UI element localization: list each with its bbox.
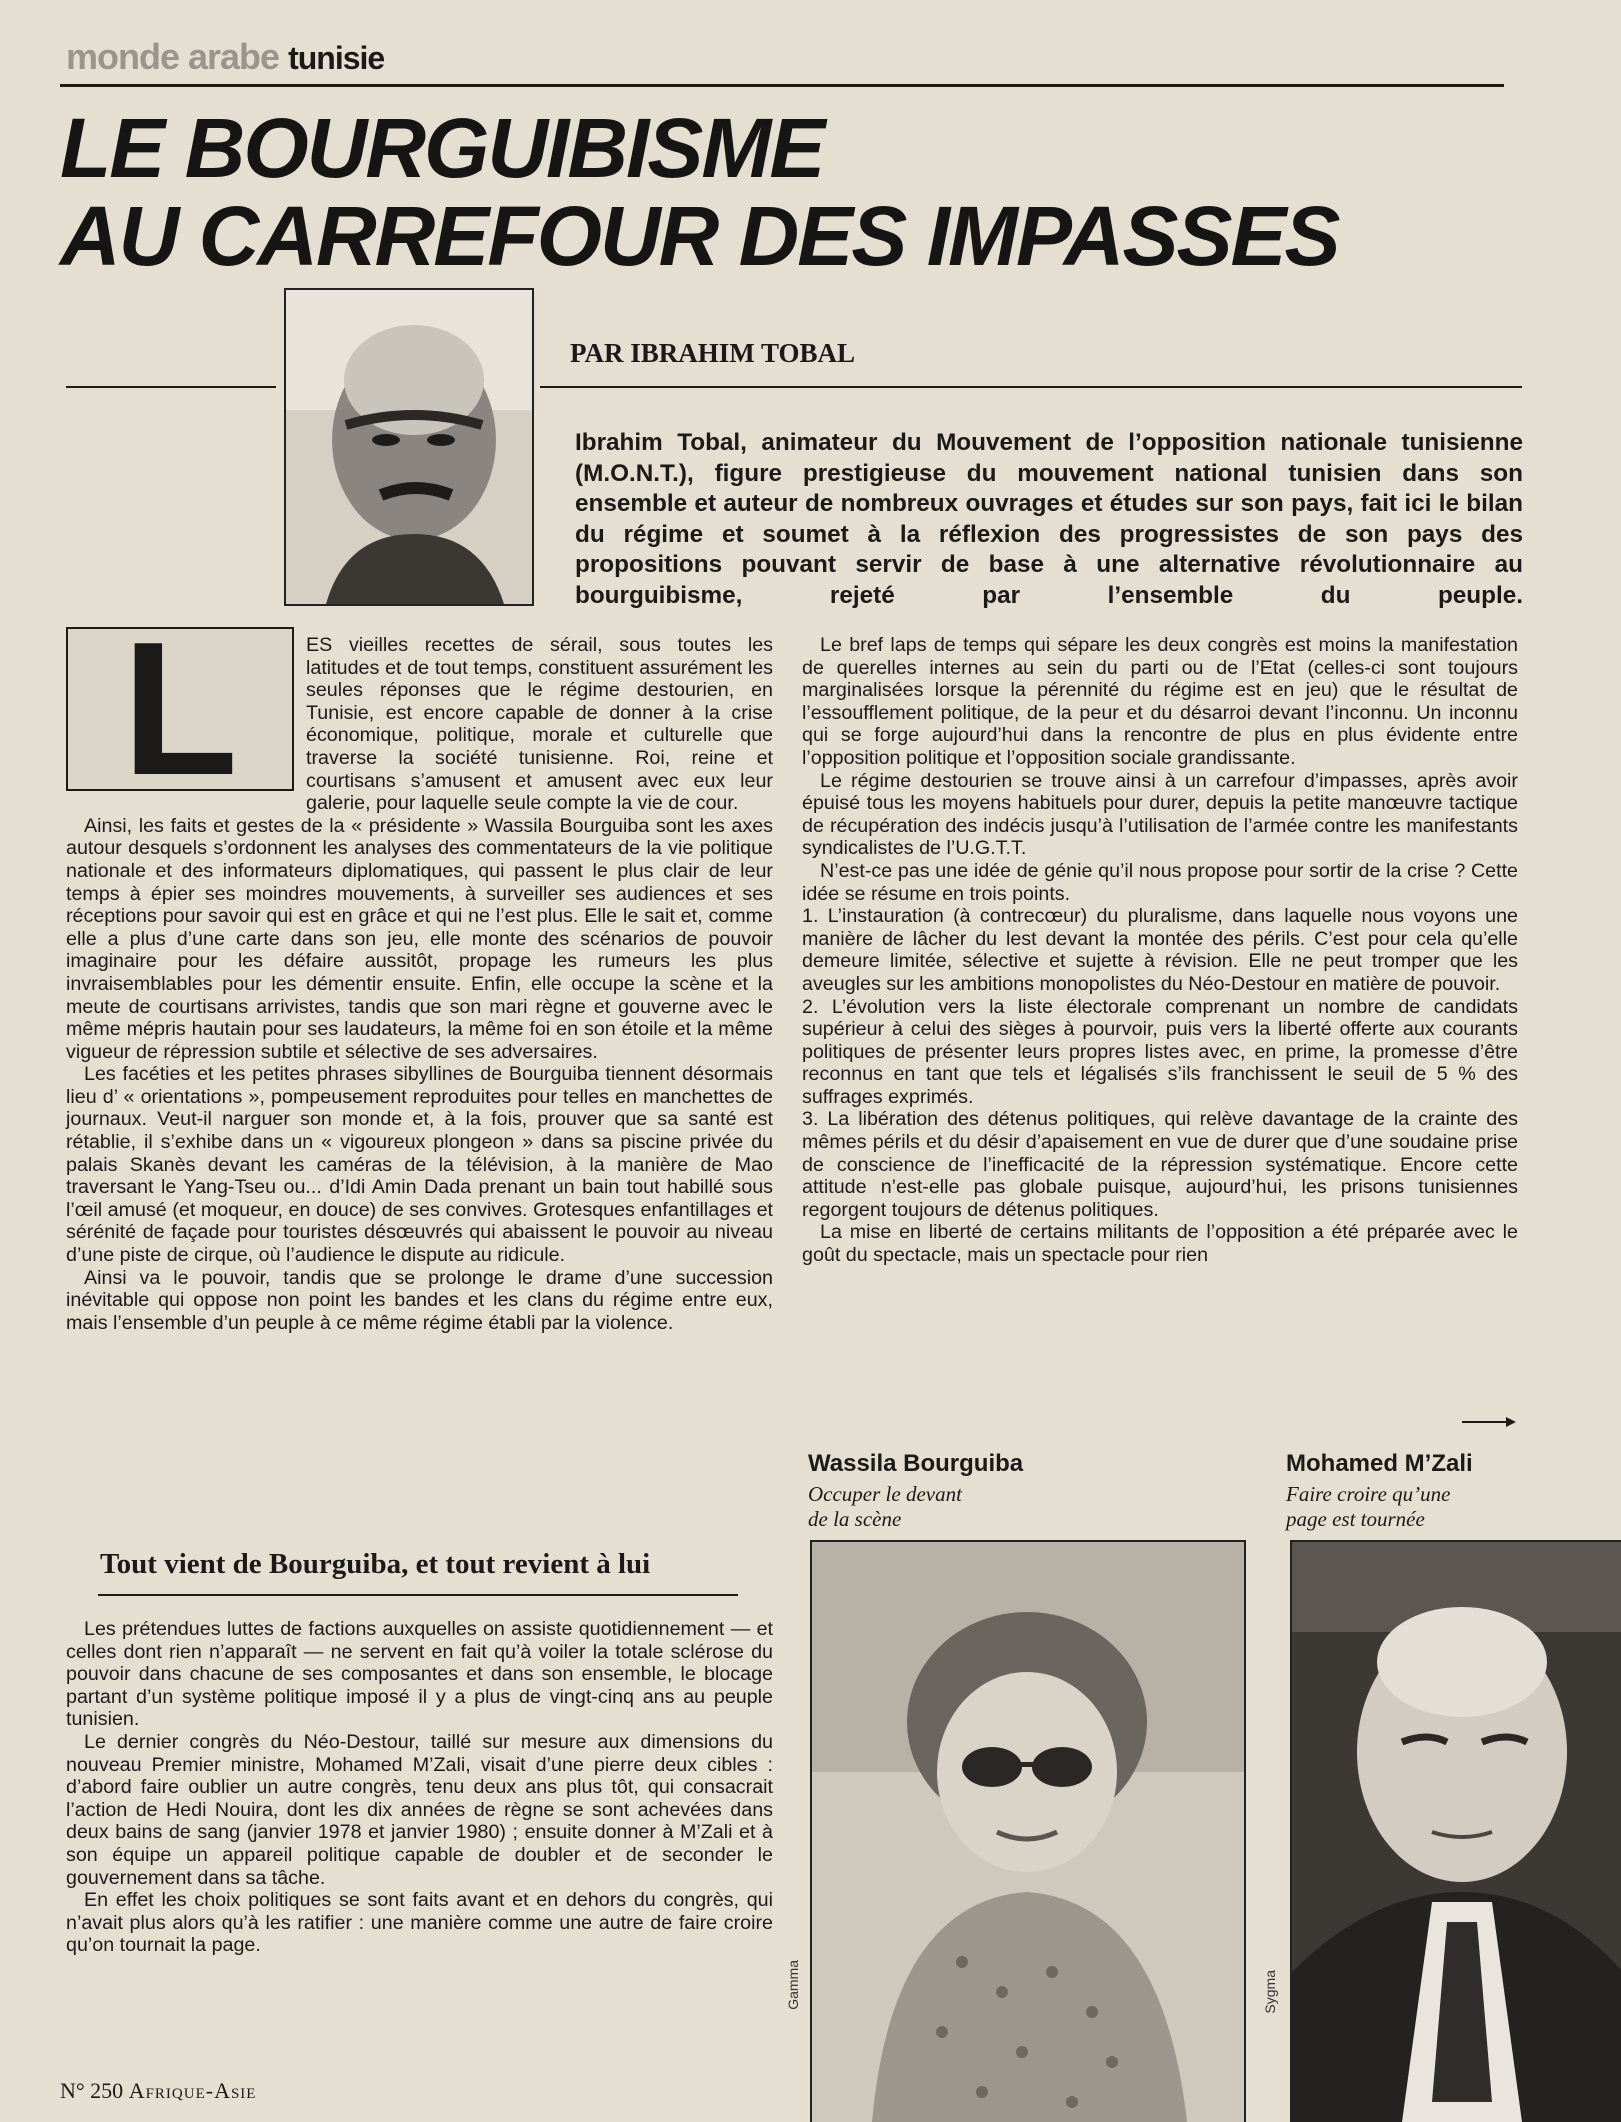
- title-line-1: LE BOURGUIBISME: [60, 101, 824, 195]
- title-line-2: AU CARREFOUR DES IMPASSES: [60, 189, 1339, 283]
- country-label: tunisie: [288, 40, 385, 76]
- caption-text: page est tournée: [1286, 1507, 1425, 1531]
- paragraph: Le bref laps de temps qui sépare les deux congrès est moins la manifestation de querelles internes au sein du parti ou de l’Etat (celles-ci sont toujours marginalisées lorsque la pérennité du régime est en jeu) que le résultat de l’essoufflement politique, de la peur et du désarroi devant l’inconnu. Un inconnu qui se forge aujourd’hui dans la rencontre de plus en plus évidente entre l’opposition politique et l’opposition sociale grandissante.: [802, 634, 1518, 769]
- author-portrait: [284, 288, 534, 606]
- paragraph: ES vieilles recettes de sérail, sous toutes les latitudes et de tout temps, constituent assurément les seules réponses que le régime destourien, en Tunisie, est encore capable de donner à la crise économique, politique, morale et culturelle que traverse la société tunisienne. Roi, reine et courtisans s’amusent et amusent avec eux leur galerie, pour laquelle seule compte la vie de cour.: [306, 634, 773, 815]
- paragraph: Ainsi va le pouvoir, tandis que se prolonge le drame d’une succession inévitable qui oppose non point les bandes et les clans du régime entre eux, mais l’ensemble d’un peuple à ce même régime établi par la violence.: [66, 1266, 773, 1334]
- photo-credit: Sygma: [1262, 1970, 1278, 2014]
- paragraph: Les prétendues luttes de factions auxquelles on assiste quotidiennement — et celles dont rien n’apparaît — ne servent en fait qu’à voiler la totale sclérose du pouvoir dans chacune de ses composantes et dans son ensemble, le blocage partant d’un système politique imposé il y a plus de vingt-cinq ans au peuple tunisien.: [66, 1618, 773, 1731]
- photo-wassila-bourguiba: [810, 1540, 1246, 2122]
- section-rubric: [66, 36, 384, 78]
- caption-text: Faire croire qu’une: [1286, 1482, 1451, 1506]
- article-title: [60, 101, 1339, 283]
- caption-name: Mohamed M’Zali: [1286, 1450, 1473, 1477]
- paragraph: 1. L’instauration (à contrecœur) du pluralisme, dans laquelle nous voyons une manière de lâcher du lest devant la montée des périls. C’est pour cela qu’elle demeure limitée, sélective et sujette à révision. Elle ne peut tromper que les aveugles sur les ambitions monopolistes du Néo-Destour en matière de pouvoir.: [802, 905, 1518, 995]
- paragraph: Le dernier congrès du Néo-Destour, taillé sur mesure aux dimensions du nouveau Premier ministre, Mohamed M’Zali, visait d’une pierre deux cibles : d’abord faire oublier un autre congrès, tenu deux ans plus tôt, qui consacrait l’action de Hedi Nouira, dont les dix années de règne se sont achevées dans deux bains de sang (janvier 1978 et janvier 1980) ; ensuite donner à M’Zali et à son équipe un appareil politique capable de doubler et de seconder le gouvernement dans sa tâche.: [66, 1730, 773, 1889]
- byline-rule-left: [66, 386, 276, 388]
- paragraph: Ainsi, les faits et gestes de la « présidente » Wassila Bourguiba sont les axes autour desquels s’ordonnent les analyses des commentateurs de la vie politique nationale et des informateurs diplomatiques, qui passent le plus clair de leur temps à épier ses moindres mouvements, à surveiller ses audiences et ses réceptions pour savoir qui est en grâce et qui ne l’est plus. Elle le sait et, comme elle a plus d’une carte dans son jeu, elle monte des scénarios de pouvoir imaginaire pour les défaire aussitôt, propage les rumeurs les plus invraisemblables pour les démentir ensuite. Enfin, elle occupe la scène et la meute de courtisans arrivistes, tandis que son mari règne et gouverne avec le même mépris hautain pour ses laudateurs, la même foi en son étoile et la même vigueur de répression subtile et sélective de ses adversaires.: [66, 814, 773, 1063]
- caption-right: [1286, 1450, 1516, 1532]
- paragraph: Les facéties et les petites phrases sibyllines de Bourguiba tiennent désormais lieu d’ « orientations », pompeusement reproduites pour telles en manchettes de journaux. Veut-il narguer son monde et, à la fois, prouver que sa santé est rétablie, il s’exhibe dans un « vigoureux plongeon » dans sa piscine privée du palais Skanès devant les caméras de la télévision, à la manière de Mao traversant le Yang-Tseu ou... d’Idi Amin Dada prenant un bain tout habillé sous l’œil amusé (et moqueur, en douce) de ses convives. Grotesques enfantillages et sérénité de façade pour touristes désœuvrés qui abaissent le pouvoir au niveau d’une piste de cirque, où l’audience le dispute au ridicule.: [66, 1063, 773, 1267]
- paragraph: 2. L’évolution vers la liste électorale comprenant un nombre de candidats supérieur à celui des sièges à pourvoir, puis vers la liberté offerte aux courants politiques de présenter leurs propres listes avec, en prime, la promesse d’être reconnus en tant que tels et légalisés s’ils franchissent le seuil de 5 % des suffrages exprimés.: [802, 995, 1518, 1108]
- paragraph: N’est-ce pas une idée de génie qu’il nous propose pour sortir de la crise ? Cette idée se résume en trois points.: [802, 859, 1518, 905]
- byline: PAR IBRAHIM TOBAL: [570, 338, 856, 368]
- caption-text: Occuper le devant: [808, 1482, 962, 1506]
- photo-credit: Gamma: [785, 1960, 801, 2010]
- left-column-lower: [66, 1618, 773, 1957]
- drop-cap: L: [66, 627, 294, 791]
- subhead: Tout vient de Bourguiba, et tout revient à lui: [100, 1548, 651, 1580]
- standfirst: Ibrahim Tobal, animateur du Mouvement de l’opposition nationale tunisienne (M.O.N.T.), figure prestigieuse du mouvement national tunisien dans son ensemble et auteur de nombreux ouvrages et études sur son pays, fait ici le bilan du régime et soumet à la réflexion des progressistes de son pays des propositions pouvant servir de base à une alternative révolutionnaire au bourguibisme, rejeté par l’ensemble du peuple.: [575, 429, 1523, 609]
- subhead-rule: [98, 1594, 738, 1596]
- issue-number: N° 250: [60, 2078, 124, 2103]
- top-rule: [60, 84, 1504, 87]
- page-footer: [60, 2078, 256, 2104]
- byline-rule-right: [540, 386, 1522, 388]
- paragraph: En effet les choix politiques se sont faits avant et en dehors du congrès, qui n’avait plus alors qu’à les ratifier : une manière comme une autre de faire croire qu’on tournait la page.: [66, 1889, 773, 1957]
- right-column: [802, 634, 1518, 1267]
- caption-name: Wassila Bourguiba: [808, 1450, 1024, 1477]
- section-label: monde arabe: [66, 36, 280, 77]
- paragraph: Le régime destourien se trouve ainsi à un carrefour d’impasses, après avoir épuisé tous les moyens habituels pour durer, depuis la petite manœuvre tactique de récupération des indécis jusqu’à l’utilisation de l’armée contre les manifestants syndicalistes de l’U.G.T.T.: [802, 769, 1518, 860]
- paragraph: 3. La libération des détenus politiques, qui relève davantage de la crainte des mêmes périls et du désir d’apaisement en vue de durer que d’une soudaine prise de conscience de l’inefficacité de la répression systématique. Encore cette attitude n’est-elle pas globale puisque, aujourd’hui, les prisons tunisiennes regorgent toujours de détenus politiques.: [802, 1108, 1518, 1221]
- continued-arrow-icon: [1462, 1414, 1516, 1424]
- caption-left: [808, 1450, 1058, 1532]
- photo-mohamed-mzali: [1290, 1540, 1621, 2122]
- paragraph: La mise en liberté de certains militants de l’opposition a été préparée avec le goût du spectacle, mais un spectacle pour rien: [802, 1221, 1518, 1267]
- caption-text: de la scène: [808, 1507, 902, 1531]
- magazine-name: Afrique-Asie: [128, 2078, 257, 2103]
